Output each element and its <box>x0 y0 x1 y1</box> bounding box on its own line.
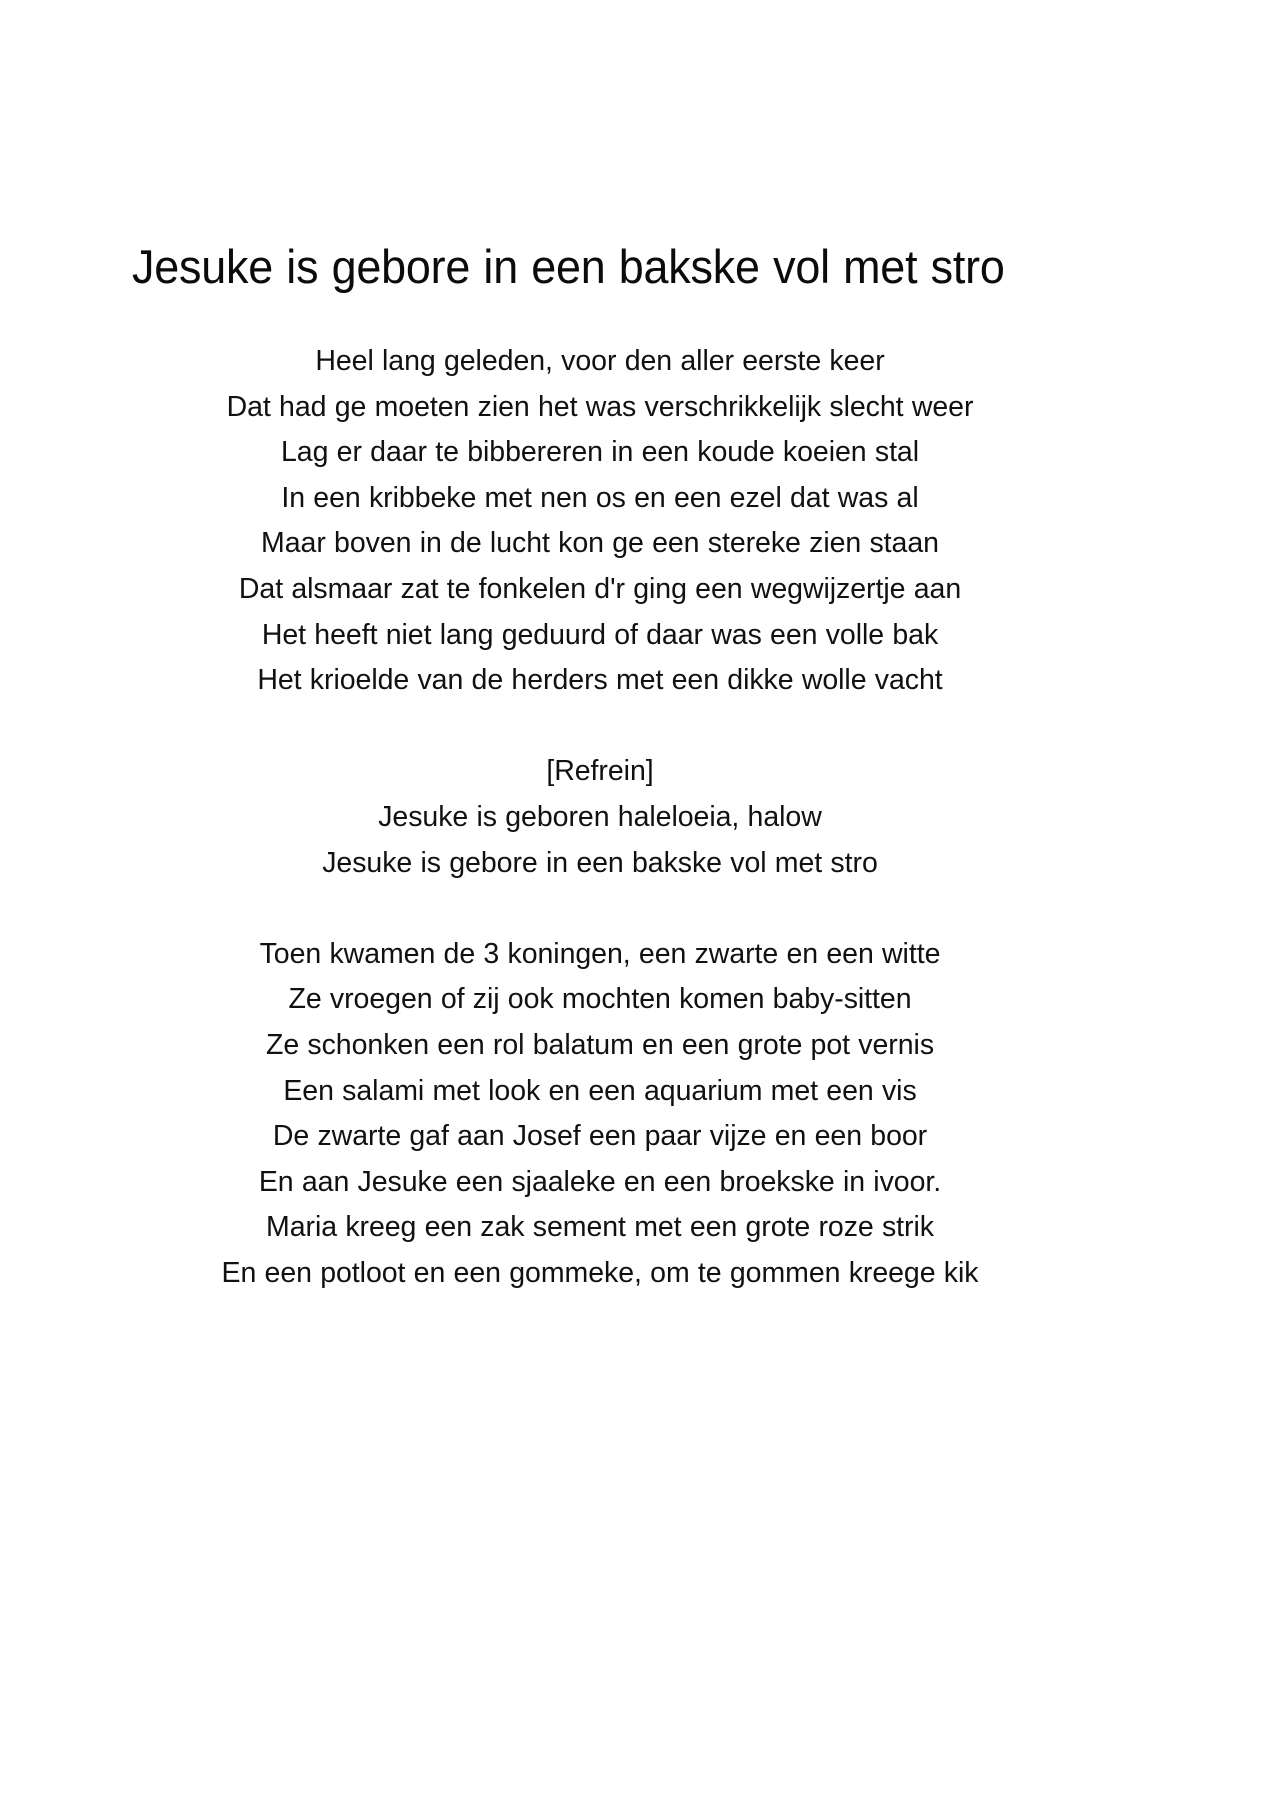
lyric-line: Jesuke is gebore in een bakske vol met stro <box>322 846 878 879</box>
lyric-line: Maria kreeg een zak sement met een grote roze strik <box>266 1211 934 1244</box>
lyric-line: En aan Jesuke een sjaaleke en een broekske in ivoor. <box>258 1165 942 1198</box>
lyric-line: Een salami met look en een aquarium met een vis <box>283 1074 917 1107</box>
lyric-line: Het krioelde van de herders met een dikke wolle vacht <box>257 664 943 697</box>
lyric-line: Jesuke is geboren haleloeia, halow <box>378 801 822 834</box>
lyric-line: De zwarte gaf aan Josef een paar vijze en een boor <box>272 1120 928 1153</box>
lyric-line: Dat alsmaar zat te fonkelen d'r ging een wegwijzertje aan <box>238 573 962 606</box>
lyric-line: Dat had ge moeten zien het was verschrikkelijk slecht weer <box>226 390 974 423</box>
lyric-line: Ze vroegen of zij ook mochten komen baby-sitten <box>288 983 912 1016</box>
page-title: Jesuke is gebore in een bakske vol met stro <box>132 240 1005 293</box>
lyric-line: Maar boven in de lucht kon ge een stereke zien staan <box>261 527 939 560</box>
lyric-line: Toen kwamen de 3 koningen, een zwarte en een witte <box>259 937 941 970</box>
refrain-label: [Refrein] <box>546 755 654 788</box>
lyric-line: En een potloot en een gommeke, om te gommen kreege kik <box>221 1256 979 1289</box>
stanza-refrain <box>150 749 1050 886</box>
lyric-line: Ze schonken een rol balatum en een grote pot vernis <box>265 1029 935 1061</box>
lyric-line: Lag er daar te bibbereren in een koude koeien stal <box>280 436 920 469</box>
lyrics-body <box>150 339 1050 1296</box>
document-content <box>132 236 1050 1297</box>
lyric-line: Heel lang geleden, voor den aller eerste keer <box>315 345 885 378</box>
lyric-line: Het heeft niet lang geduurd of daar was een volle bak <box>261 618 939 651</box>
stanza-verse-1 <box>150 339 1050 704</box>
lyric-line: In een kribbeke met nen os en een ezel dat was al <box>281 481 919 514</box>
stanza-verse-2 <box>150 932 1050 1297</box>
